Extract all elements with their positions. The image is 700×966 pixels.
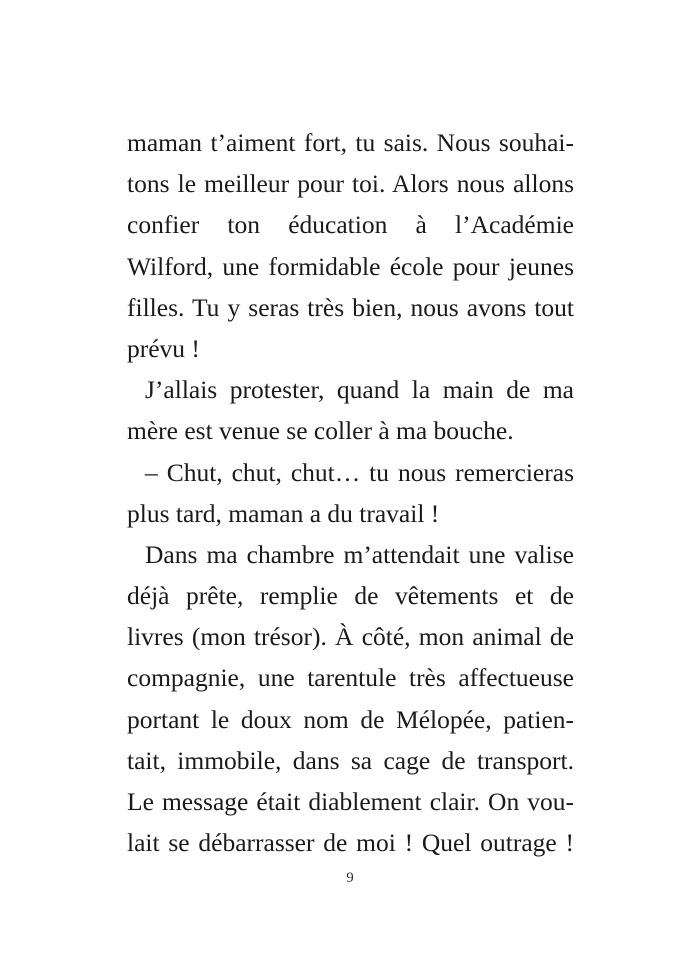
text-line: confier ton éducation à l’Académie	[127, 210, 574, 240]
text-line: tons le meilleur pour toi. Alors nous allons	[127, 169, 574, 199]
page-number: 9	[346, 870, 354, 886]
text-line: portant le doux nom de Mélopée, patien-	[127, 704, 574, 734]
text-line: compagnie, une tarentule très affectueuse	[127, 663, 574, 693]
text-line: maman t’aiment fort, tu sais. Nous souhai-	[127, 128, 574, 157]
text-line: prévu !	[127, 333, 200, 363]
text-line: tait, immobile, dans sa cage de transport.	[127, 745, 574, 775]
text-line: lait se débarrasser de moi ! Quel outrage !	[127, 828, 574, 858]
text-line: – Chut, chut, chut… tu nous remercieras	[145, 457, 574, 487]
text-line: mère est venue se coller à ma bouche.	[127, 416, 514, 446]
text-line: plus tard, maman a du travail !	[127, 498, 440, 528]
text-line: déjà prête, remplie de vêtements et de	[127, 581, 574, 611]
page-body	[127, 122, 574, 863]
text-line: J’allais protester, quand la main de ma	[145, 375, 574, 405]
text-line: Dans ma chambre m’attendait une valise	[145, 539, 574, 569]
text-line: Le message était diablement clair. On vou-	[127, 787, 574, 816]
text-line: Wilford, une formidable école pour jeunes	[127, 251, 574, 281]
text-line: filles. Tu y seras très bien, nous avons tout	[127, 292, 574, 322]
text-line: livres (mon trésor). À côté, mon animal de	[127, 622, 574, 652]
